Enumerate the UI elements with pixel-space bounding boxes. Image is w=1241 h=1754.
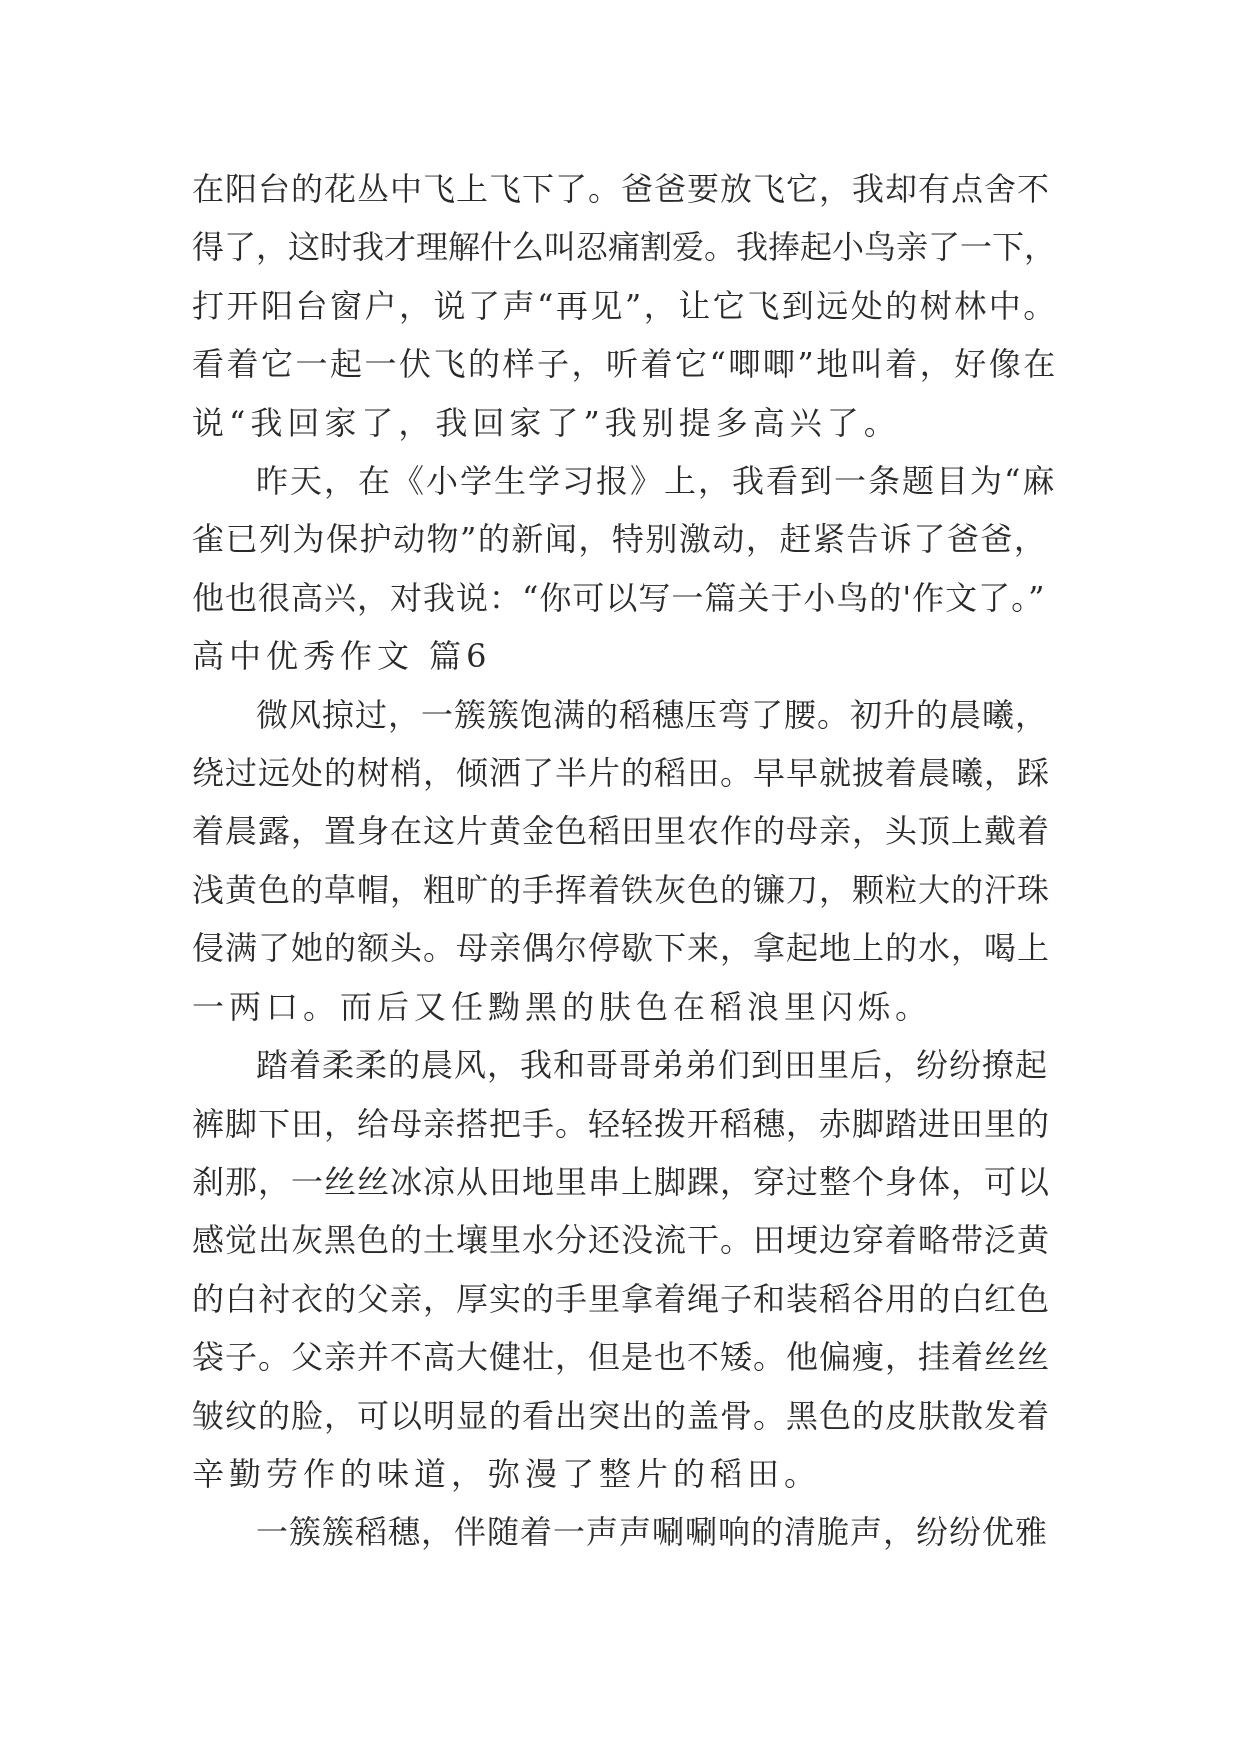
- text-line: 皱纹的脸，可以明显的看出突出的盖骨。黑色的皮肤散发着: [192, 1396, 1051, 1435]
- text-line: 侵满了她的额头。母亲偶尔停歇下来，拿起地上的水，喝上: [192, 929, 1051, 968]
- text-line: 踏着柔柔的晨风，我和哥哥弟弟们到田里后，纷纷撩起: [256, 1046, 1049, 1085]
- document-body: [192, 160, 1058, 1562]
- paragraph: [192, 686, 1058, 1036]
- paragraph: [192, 1036, 1058, 1503]
- text-line: 着晨露，置身在这片黄金色稻田里农作的母亲，头顶上戴着: [192, 812, 1051, 851]
- text-line: 裤脚下田，给母亲搭把手。轻轻拨开稻穗，赤脚踏进田里的: [192, 1104, 1051, 1143]
- paragraph: [192, 1503, 1058, 1561]
- section-heading: 高中优秀作文 篇6: [192, 637, 492, 676]
- text-line: 一两口。而后又任黝黑的肤色在稻浪里闪烁。: [192, 987, 933, 1026]
- text-line: 在阳台的花丛中飞上飞下了。爸爸要放飞它，我却有点舍不: [192, 170, 1051, 208]
- text-line: 雀已列为保护动物”的新闻，特别激动，赶紧告诉了爸爸，: [192, 520, 1048, 559]
- text-line: 辛勤劳作的味道，弥漫了整片的稻田。: [192, 1454, 822, 1493]
- text-line: 看着它一起一伏飞的样子，听着它“唧唧”地叫着，好像在: [192, 345, 1058, 384]
- text-line: 的白衬衣的父亲，厚实的手里拿着绳子和装稻谷用的白红色: [192, 1279, 1051, 1318]
- text-line: 刹那，一丝丝冰凉从田地里串上脚踝，穿过整个身体，可以: [192, 1162, 1051, 1201]
- text-line: 他也很高兴，对我说：“你可以写一篇关于小鸟的'作文了。”: [192, 578, 1046, 617]
- text-line: 一簇簇稻穗，伴随着一声声唰唰响的清脆声，纷纷优雅: [256, 1513, 1049, 1552]
- text-line: 说“我回家了，我回家了”我别提多高兴了。: [192, 403, 901, 442]
- text-line: 得了，这时我才理解什么叫忍痛割爱。我捧起小鸟亲了一下，: [192, 228, 1057, 267]
- text-line: 绕过远处的树梢，倾洒了半片的稻田。早早就披着晨曦，踩: [192, 754, 1051, 793]
- paragraph: [192, 452, 1058, 627]
- text-line: 袋子。父亲并不高大健壮，但是也不矮。他偏瘦，挂着丝丝: [192, 1338, 1051, 1377]
- text-line: 打开阳台窗户，说了声“再见”，让它飞到远处的树林中。: [192, 286, 1058, 325]
- text-line: 微风掠过，一簇簇饱满的稻穗压弯了腰。初升的晨曦，: [256, 695, 1049, 734]
- paragraph: [192, 160, 1058, 452]
- text-line: 浅黄色的草帽，粗旷的手挥着铁灰色的镰刀，颗粒大的汗珠: [192, 870, 1051, 909]
- text-line: 昨天，在《小学生学习报》上，我看到一条题目为“麻: [256, 462, 1057, 501]
- text-line: 感觉出灰黑色的土壤里水分还没流干。田埂边穿着略带泛黄: [192, 1221, 1051, 1260]
